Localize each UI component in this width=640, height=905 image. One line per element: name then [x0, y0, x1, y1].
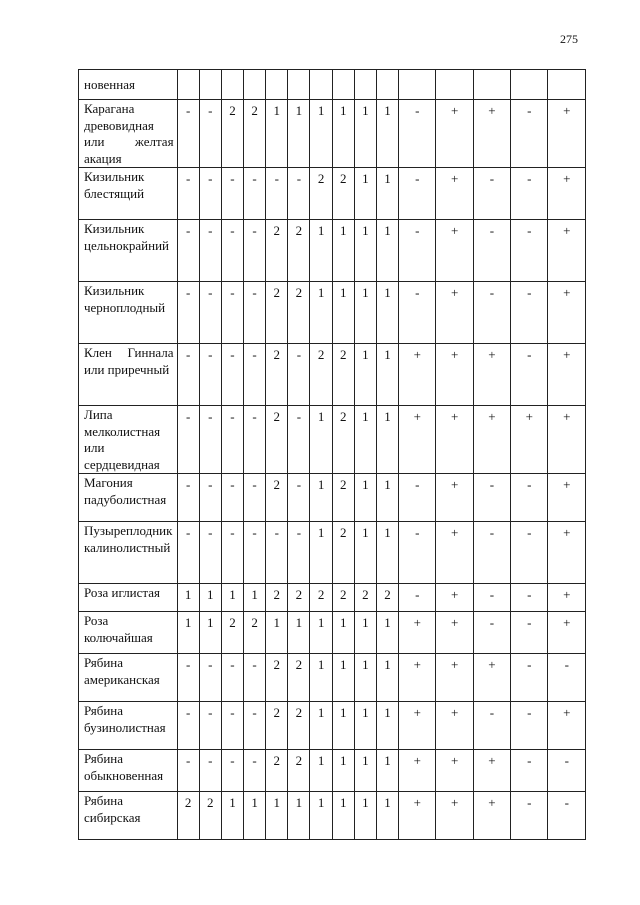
value-cell: -: [177, 168, 199, 220]
table-row: [79, 474, 586, 522]
value-cell: 1: [310, 750, 332, 792]
value-cell: -: [177, 406, 199, 474]
value-cell: -: [199, 406, 221, 474]
value-cell: +: [436, 792, 473, 840]
empty-cell: [511, 70, 548, 100]
value-cell: 1: [332, 282, 354, 344]
value-cell: +: [548, 220, 586, 282]
value-cell: +: [473, 792, 510, 840]
value-cell: 1: [244, 792, 266, 840]
value-cell: +: [548, 584, 586, 612]
value-cell: 2: [266, 584, 288, 612]
value-cell: -: [473, 522, 510, 584]
value-cell: -: [177, 100, 199, 168]
value-cell: 1: [332, 702, 354, 750]
value-cell: -: [244, 750, 266, 792]
value-cell: +: [473, 406, 510, 474]
row-name-cell: новенная: [79, 70, 178, 100]
value-cell: -: [399, 282, 436, 344]
value-cell: -: [399, 100, 436, 168]
value-cell: +: [399, 344, 436, 406]
value-cell: +: [399, 702, 436, 750]
value-cell: 1: [376, 220, 398, 282]
value-cell: 2: [288, 220, 310, 282]
table-row: [79, 522, 586, 584]
row-name-cell: Рябина сибирская: [79, 792, 178, 840]
value-cell: -: [244, 344, 266, 406]
value-cell: 2: [354, 584, 376, 612]
value-cell: -: [473, 474, 510, 522]
value-cell: +: [473, 750, 510, 792]
value-cell: 1: [354, 702, 376, 750]
value-cell: 1: [244, 584, 266, 612]
value-cell: +: [436, 750, 473, 792]
value-cell: 1: [332, 612, 354, 654]
value-cell: -: [288, 406, 310, 474]
value-cell: 1: [332, 100, 354, 168]
table-body: [79, 70, 586, 840]
value-cell: +: [436, 612, 473, 654]
value-cell: 1: [376, 792, 398, 840]
value-cell: 1: [376, 100, 398, 168]
value-cell: -: [511, 612, 548, 654]
value-cell: 1: [376, 168, 398, 220]
value-cell: -: [266, 522, 288, 584]
value-cell: +: [548, 282, 586, 344]
value-cell: -: [511, 100, 548, 168]
value-cell: -: [199, 474, 221, 522]
value-cell: 2: [177, 792, 199, 840]
value-cell: 1: [376, 282, 398, 344]
value-cell: -: [177, 220, 199, 282]
value-cell: 1: [310, 220, 332, 282]
value-cell: 1: [376, 654, 398, 702]
value-cell: -: [177, 522, 199, 584]
value-cell: -: [399, 474, 436, 522]
value-cell: 2: [199, 792, 221, 840]
empty-cell: [473, 70, 510, 100]
value-cell: -: [177, 750, 199, 792]
value-cell: -: [548, 750, 586, 792]
row-name-cell: Клен Гиннала или приречный: [79, 344, 178, 406]
value-cell: 1: [288, 612, 310, 654]
value-cell: -: [221, 406, 243, 474]
value-cell: -: [177, 654, 199, 702]
value-cell: +: [436, 654, 473, 702]
value-cell: 2: [332, 522, 354, 584]
value-cell: 1: [310, 792, 332, 840]
row-name-cell: Пузыреплодник калинолистный: [79, 522, 178, 584]
row-name-cell: Рябина бузинолистная: [79, 702, 178, 750]
value-cell: 1: [354, 168, 376, 220]
value-cell: -: [511, 344, 548, 406]
value-cell: -: [244, 406, 266, 474]
value-cell: -: [199, 654, 221, 702]
value-cell: -: [511, 220, 548, 282]
row-name-cell: Рябина обыкновенная: [79, 750, 178, 792]
value-cell: -: [288, 522, 310, 584]
value-cell: 1: [376, 702, 398, 750]
value-cell: 2: [332, 584, 354, 612]
value-cell: -: [473, 584, 510, 612]
value-cell: 2: [376, 584, 398, 612]
value-cell: -: [199, 522, 221, 584]
value-cell: +: [436, 522, 473, 584]
value-cell: -: [221, 282, 243, 344]
row-name-cell: Кизильник черноплодный: [79, 282, 178, 344]
value-cell: -: [177, 702, 199, 750]
value-cell: -: [511, 522, 548, 584]
value-cell: -: [199, 344, 221, 406]
value-cell: -: [399, 220, 436, 282]
value-cell: 2: [288, 584, 310, 612]
value-cell: 1: [376, 522, 398, 584]
empty-cell: [199, 70, 221, 100]
empty-cell: [436, 70, 473, 100]
table-row: [79, 168, 586, 220]
value-cell: +: [436, 168, 473, 220]
table-row: [79, 654, 586, 702]
value-cell: 1: [221, 584, 243, 612]
value-cell: +: [548, 168, 586, 220]
value-cell: -: [511, 168, 548, 220]
value-cell: -: [266, 168, 288, 220]
row-name-cell: Рябина американская: [79, 654, 178, 702]
value-cell: 1: [354, 474, 376, 522]
value-cell: 1: [376, 612, 398, 654]
value-cell: 1: [288, 792, 310, 840]
value-cell: -: [288, 168, 310, 220]
value-cell: -: [177, 344, 199, 406]
value-cell: -: [511, 702, 548, 750]
value-cell: 1: [354, 406, 376, 474]
empty-cell: [354, 70, 376, 100]
value-cell: -: [473, 612, 510, 654]
value-cell: 1: [354, 792, 376, 840]
row-name-cell: Кизильник блестящий: [79, 168, 178, 220]
value-cell: -: [473, 702, 510, 750]
empty-cell: [376, 70, 398, 100]
value-cell: -: [511, 654, 548, 702]
value-cell: 1: [332, 654, 354, 702]
value-cell: -: [511, 792, 548, 840]
value-cell: -: [399, 584, 436, 612]
row-name-cell: Роза иглистая: [79, 584, 178, 612]
value-cell: -: [511, 282, 548, 344]
value-cell: -: [399, 522, 436, 584]
value-cell: 2: [310, 168, 332, 220]
value-cell: 1: [310, 612, 332, 654]
value-cell: +: [511, 406, 548, 474]
value-cell: -: [199, 168, 221, 220]
value-cell: 2: [332, 474, 354, 522]
value-cell: +: [548, 522, 586, 584]
value-cell: 2: [266, 702, 288, 750]
value-cell: +: [473, 344, 510, 406]
value-cell: -: [548, 654, 586, 702]
value-cell: -: [221, 220, 243, 282]
value-cell: -: [199, 220, 221, 282]
value-cell: -: [199, 100, 221, 168]
value-cell: -: [221, 474, 243, 522]
value-cell: +: [473, 100, 510, 168]
value-cell: 1: [332, 792, 354, 840]
value-cell: +: [436, 220, 473, 282]
value-cell: +: [399, 654, 436, 702]
empty-cell: [288, 70, 310, 100]
empty-cell: [399, 70, 436, 100]
value-cell: -: [473, 168, 510, 220]
value-cell: +: [436, 406, 473, 474]
value-cell: 1: [266, 612, 288, 654]
value-cell: -: [221, 750, 243, 792]
value-cell: -: [244, 522, 266, 584]
table-row: [79, 344, 586, 406]
value-cell: 2: [221, 612, 243, 654]
value-cell: +: [436, 282, 473, 344]
value-cell: +: [436, 702, 473, 750]
value-cell: +: [436, 100, 473, 168]
value-cell: 2: [244, 612, 266, 654]
value-cell: +: [548, 702, 586, 750]
value-cell: 1: [332, 750, 354, 792]
value-cell: 2: [288, 702, 310, 750]
value-cell: -: [473, 220, 510, 282]
value-cell: -: [177, 474, 199, 522]
page-number: 275: [560, 32, 578, 46]
value-cell: 1: [221, 792, 243, 840]
table-row: [79, 584, 586, 612]
row-name-cell: Кизильник цельнокрайний: [79, 220, 178, 282]
value-cell: 1: [310, 282, 332, 344]
value-cell: 1: [376, 344, 398, 406]
value-cell: 1: [177, 584, 199, 612]
value-cell: -: [511, 584, 548, 612]
value-cell: +: [473, 654, 510, 702]
value-cell: 1: [199, 584, 221, 612]
value-cell: 1: [332, 220, 354, 282]
value-cell: -: [548, 792, 586, 840]
value-cell: -: [199, 750, 221, 792]
table-row: [79, 750, 586, 792]
value-cell: +: [436, 584, 473, 612]
value-cell: 1: [354, 100, 376, 168]
value-cell: 1: [310, 522, 332, 584]
value-cell: -: [199, 282, 221, 344]
value-cell: 1: [199, 612, 221, 654]
value-cell: 2: [332, 168, 354, 220]
value-cell: 2: [332, 406, 354, 474]
value-cell: 1: [310, 474, 332, 522]
row-name-cell: Карагана древовидная или желтая акация: [79, 100, 178, 168]
table-row: [79, 100, 586, 168]
empty-cell: [177, 70, 199, 100]
value-cell: 2: [266, 344, 288, 406]
value-cell: +: [436, 344, 473, 406]
value-cell: 1: [354, 282, 376, 344]
value-cell: -: [199, 702, 221, 750]
value-cell: 2: [221, 100, 243, 168]
table-row: [79, 792, 586, 840]
value-cell: 1: [177, 612, 199, 654]
value-cell: 2: [266, 282, 288, 344]
value-cell: 2: [310, 584, 332, 612]
value-cell: -: [244, 282, 266, 344]
value-cell: 1: [310, 654, 332, 702]
value-cell: +: [548, 474, 586, 522]
value-cell: -: [221, 344, 243, 406]
value-cell: 1: [354, 750, 376, 792]
value-cell: 1: [288, 100, 310, 168]
value-cell: 2: [266, 474, 288, 522]
row-name-cell: Роза колючайшая: [79, 612, 178, 654]
value-cell: +: [548, 406, 586, 474]
value-cell: 2: [266, 750, 288, 792]
value-cell: -: [221, 168, 243, 220]
empty-cell: [332, 70, 354, 100]
value-cell: -: [221, 702, 243, 750]
value-cell: +: [399, 750, 436, 792]
table-row: [79, 220, 586, 282]
value-cell: 1: [376, 750, 398, 792]
value-cell: 2: [310, 344, 332, 406]
empty-cell: [310, 70, 332, 100]
table-row: [79, 282, 586, 344]
value-cell: -: [511, 474, 548, 522]
value-cell: 2: [244, 100, 266, 168]
value-cell: 1: [354, 522, 376, 584]
value-cell: 1: [310, 406, 332, 474]
value-cell: 2: [266, 406, 288, 474]
value-cell: -: [473, 282, 510, 344]
row-name-cell: Липа мелколистная или сердцевидная: [79, 406, 178, 474]
value-cell: 1: [376, 474, 398, 522]
table-row: [79, 612, 586, 654]
value-cell: -: [244, 220, 266, 282]
value-cell: 1: [354, 612, 376, 654]
value-cell: 1: [354, 344, 376, 406]
value-cell: -: [399, 168, 436, 220]
value-cell: 1: [354, 220, 376, 282]
value-cell: -: [244, 168, 266, 220]
value-cell: 2: [288, 654, 310, 702]
empty-cell: [548, 70, 586, 100]
empty-cell: [266, 70, 288, 100]
table-row: [79, 406, 586, 474]
value-cell: 1: [266, 792, 288, 840]
value-cell: 2: [288, 282, 310, 344]
value-cell: +: [399, 406, 436, 474]
value-cell: 2: [266, 654, 288, 702]
value-cell: -: [221, 654, 243, 702]
value-cell: 2: [288, 750, 310, 792]
table-row-continuation: [79, 70, 586, 100]
value-cell: 2: [266, 220, 288, 282]
value-cell: +: [548, 344, 586, 406]
value-cell: -: [244, 474, 266, 522]
empty-cell: [244, 70, 266, 100]
value-cell: +: [399, 792, 436, 840]
value-cell: 1: [354, 654, 376, 702]
value-cell: -: [511, 750, 548, 792]
value-cell: -: [244, 654, 266, 702]
empty-cell: [221, 70, 243, 100]
value-cell: 1: [310, 702, 332, 750]
row-name-cell: Магония падуболистная: [79, 474, 178, 522]
value-cell: -: [221, 522, 243, 584]
value-cell: 1: [376, 406, 398, 474]
value-cell: -: [244, 702, 266, 750]
value-cell: 2: [332, 344, 354, 406]
value-cell: 1: [310, 100, 332, 168]
species-table: [78, 69, 586, 840]
value-cell: -: [177, 282, 199, 344]
value-cell: +: [548, 100, 586, 168]
value-cell: +: [436, 474, 473, 522]
table-row: [79, 702, 586, 750]
value-cell: +: [548, 612, 586, 654]
value-cell: +: [399, 612, 436, 654]
value-cell: -: [288, 474, 310, 522]
value-cell: 1: [266, 100, 288, 168]
value-cell: -: [288, 344, 310, 406]
